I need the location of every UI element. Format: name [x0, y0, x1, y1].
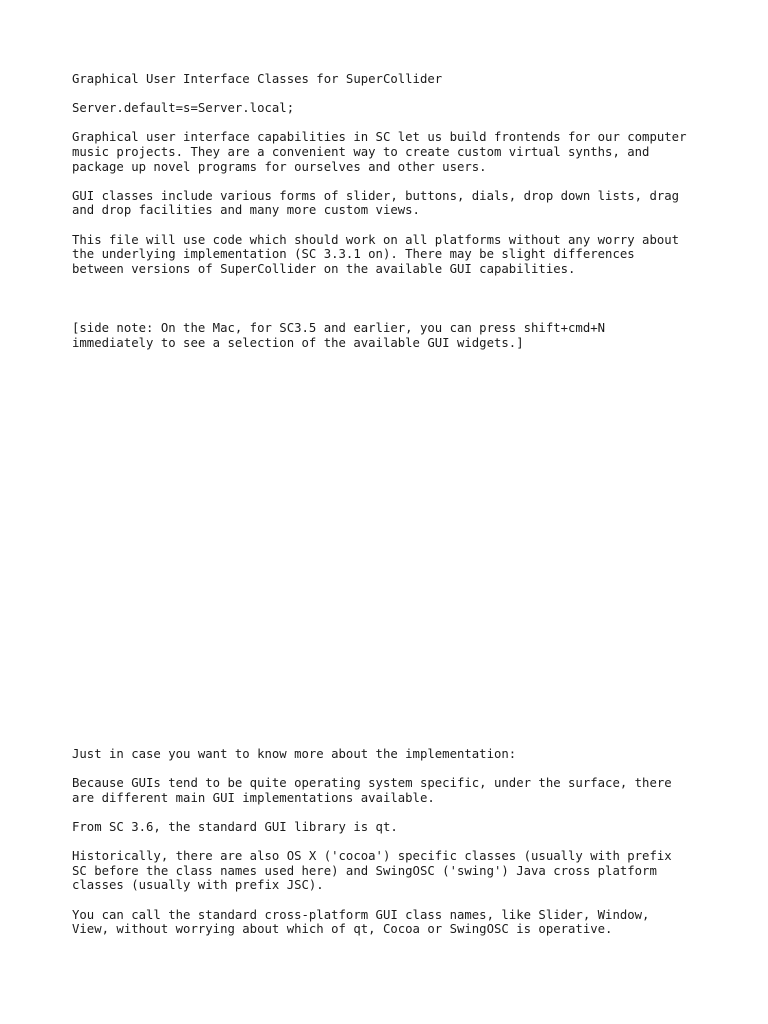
side-note-paragraph [72, 321, 712, 350]
platforms-line-1: This file will use code which should work on all platforms without any worry about [72, 232, 680, 247]
title-line: Graphical User Interface Classes for SuperCollider [72, 72, 443, 86]
document-title [72, 72, 712, 87]
document-top-section [72, 72, 712, 291]
gui-classes-line-1: GUI classes include various forms of slider, buttons, dials, drop down lists, drag [72, 188, 680, 203]
intro-line-3: package up novel programs for ourselves and other users. [72, 159, 487, 174]
cross-platform-line-1: You can call the standard cross-platform GUI class names, like Slider, Window, [72, 907, 650, 922]
code-line [72, 101, 712, 116]
standard-lib-line: From SC 3.6, the standard GUI library is qt. [72, 819, 398, 834]
implementation-heading [72, 747, 712, 762]
implementation-section [72, 747, 712, 951]
platforms-line-3: between versions of SuperCollider on the available GUI capabilities. [72, 261, 576, 276]
platforms-line-2: the underlying implementation (SC 3.3.1 on). There may be slight differences [72, 247, 635, 262]
historical-line-3: classes (usually with prefix JSC). [72, 878, 324, 893]
os-specific-paragraph [72, 776, 712, 805]
os-specific-line-1: Because GUIs tend to be quite operating system specific, under the surface, there [72, 776, 672, 791]
intro-line-1: Graphical user interface capabilities in SC let us build frontends for our computer [72, 130, 687, 145]
standard-lib-paragraph [72, 820, 712, 835]
os-specific-line-2: are different main GUI implementations available. [72, 790, 435, 805]
side-note-section [72, 321, 712, 365]
gui-classes-line-2: and drop facilities and many more custom views. [72, 203, 420, 218]
server-default-code: Server.default=s=Server.local; [72, 101, 295, 116]
intro-paragraph [72, 130, 712, 174]
platforms-paragraph [72, 233, 712, 277]
gui-classes-paragraph [72, 189, 712, 218]
cross-platform-paragraph [72, 908, 712, 937]
implementation-heading-line: Just in case you want to know more about the implementation: [72, 747, 517, 761]
historical-line-2: SC before the class names used here) and SwingOSC ('swing') Java cross platform [72, 863, 657, 878]
cross-platform-line-2: View, without worrying about which of qt, Cocoa or SwingOSC is operative. [72, 922, 613, 937]
historical-line-1: Historically, there are also OS X ('cocoa') specific classes (usually with prefix [72, 849, 672, 864]
intro-line-2: music projects. They are a convenient way to create custom virtual synths, and [72, 144, 650, 159]
side-note-line-1: [side note: On the Mac, for SC3.5 and earlier, you can press shift+cmd+N [72, 321, 606, 335]
historical-paragraph [72, 849, 712, 893]
side-note-line-2: immediately to see a selection of the available GUI widgets.] [72, 335, 524, 350]
